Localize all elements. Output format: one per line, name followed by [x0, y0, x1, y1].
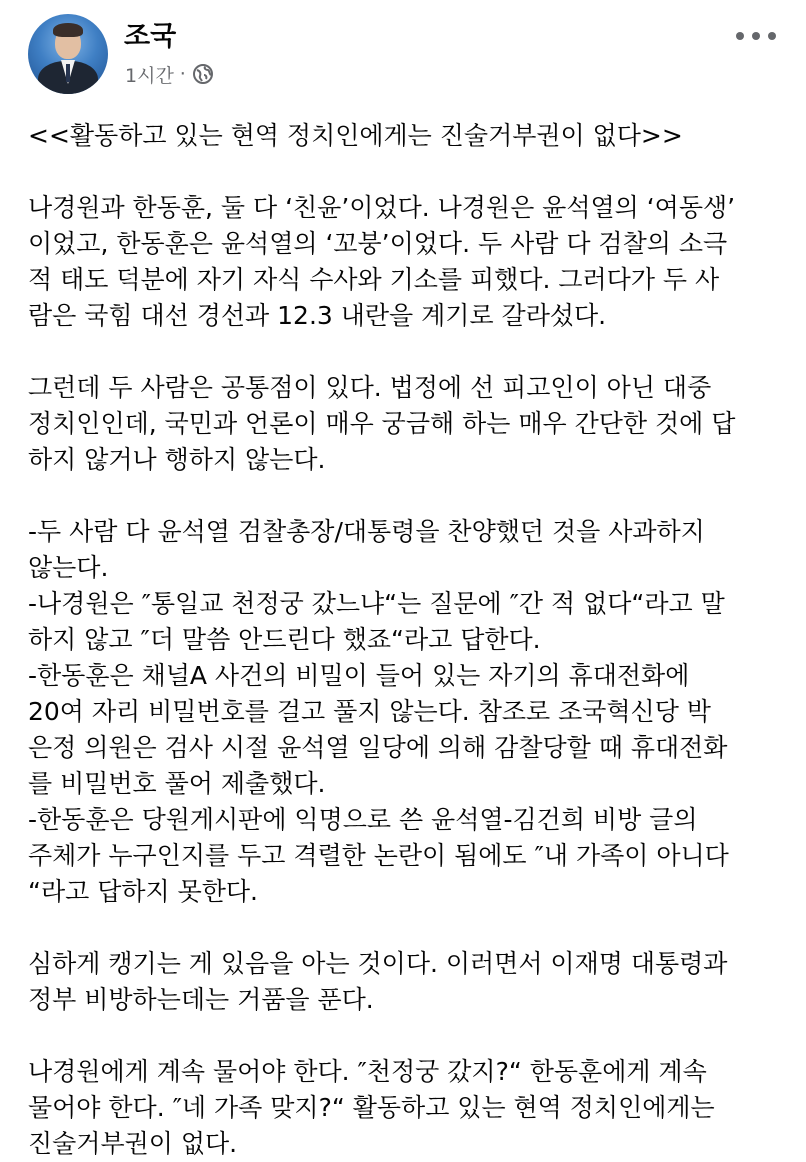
paragraph-2-line: 하지 않거나 행하지 않는다. — [28, 445, 326, 474]
paragraph-5-line: 진술거부권이 없다. — [28, 1129, 238, 1158]
paragraph-1-line: 적 태도 덕분에 자기 자식 수사와 기소를 피했다. 그러다가 두 사 — [28, 265, 720, 294]
meta-separator: · — [179, 63, 186, 85]
paragraph-5-line: 물어야 한다. ″네 가족 맞지?“ 활동하고 있는 현역 정치인에게는 — [28, 1093, 715, 1122]
paragraph-3-line: 않는다. — [28, 553, 109, 582]
author-avatar[interactable] — [28, 14, 108, 94]
paragraph-1-line: 나경원과 한동훈, 둘 다 ‘친윤’이었다. 나경원은 윤석열의 ‘여동생’ — [28, 193, 736, 222]
paragraph-3-line: 를 비밀번호 풀어 제출했다. — [28, 769, 326, 798]
post-title: <<활동하고 있는 현역 정치인에게는 진술거부권이 없다>> — [28, 121, 683, 150]
post-meta — [125, 61, 214, 87]
paragraph-1-line: 이었고, 한동훈은 윤석열의 ‘꼬붕’이었다. 두 사람 다 검찰의 소극 — [28, 229, 728, 258]
post-time[interactable]: 1시간 — [125, 64, 174, 87]
more-horizontal-icon[interactable] — [736, 28, 776, 44]
paragraph-4-line: 정부 비방하는데는 거품을 푼다. — [28, 985, 374, 1014]
paragraph-3-line: -한동훈은 당원게시판에 익명으로 쓴 윤석열-김건희 비방 글의 — [28, 805, 698, 834]
paragraph-3-line: 주체가 누구인지를 두고 격렬한 논란이 됨에도 ″내 가족이 아니다 — [28, 841, 729, 870]
paragraph-3-line: -나경원은 ″통일교 천정궁 갔느냐“는 질문에 ″간 적 없다“라고 말 — [28, 589, 725, 618]
paragraph-2-line: 정치인인데, 국민과 언론이 매우 궁금해 하는 매우 간단한 것에 답 — [28, 409, 736, 438]
paragraph-2-line: 그런데 두 사람은 공통점이 있다. 법정에 선 피고인이 아닌 대중 — [28, 373, 712, 402]
paragraph-4-line: 심하게 캥기는 게 있음을 아는 것이다. 이러면서 이재명 대통령과 — [28, 949, 728, 978]
paragraph-3-line: 20여 자리 비밀번호를 걸고 풀지 않는다. 참조로 조국혁신당 박 — [28, 697, 711, 726]
author-name[interactable]: 조국 — [124, 21, 177, 52]
paragraph-1-line: 람은 국힘 대선 경선과 12.3 내란을 계기로 갈라섰다. — [28, 301, 607, 330]
paragraph-3-line: 하지 않고 ″더 말씀 안드린다 했죠“라고 답한다. — [28, 625, 541, 654]
paragraph-3-line: “라고 답하지 못한다. — [28, 877, 258, 906]
post-header — [28, 14, 788, 96]
paragraph-3-line: -두 사람 다 윤석열 검찰총장/대통령을 찬양했던 것을 사과하지 — [28, 517, 705, 546]
globe-icon[interactable] — [192, 63, 214, 85]
paragraph-3-line: 은정 의원은 검사 시절 윤석열 일당에 의해 감찰당할 때 휴대전화 — [28, 733, 728, 762]
paragraph-3-line: -한동훈은 채널A 사건의 비밀이 들어 있는 자기의 휴대전화에 — [28, 661, 690, 690]
paragraph-5-line: 나경원에게 계속 물어야 한다. ″천정궁 갔지?“ 한동훈에게 계속 — [28, 1057, 707, 1086]
post-body — [28, 118, 788, 1162]
